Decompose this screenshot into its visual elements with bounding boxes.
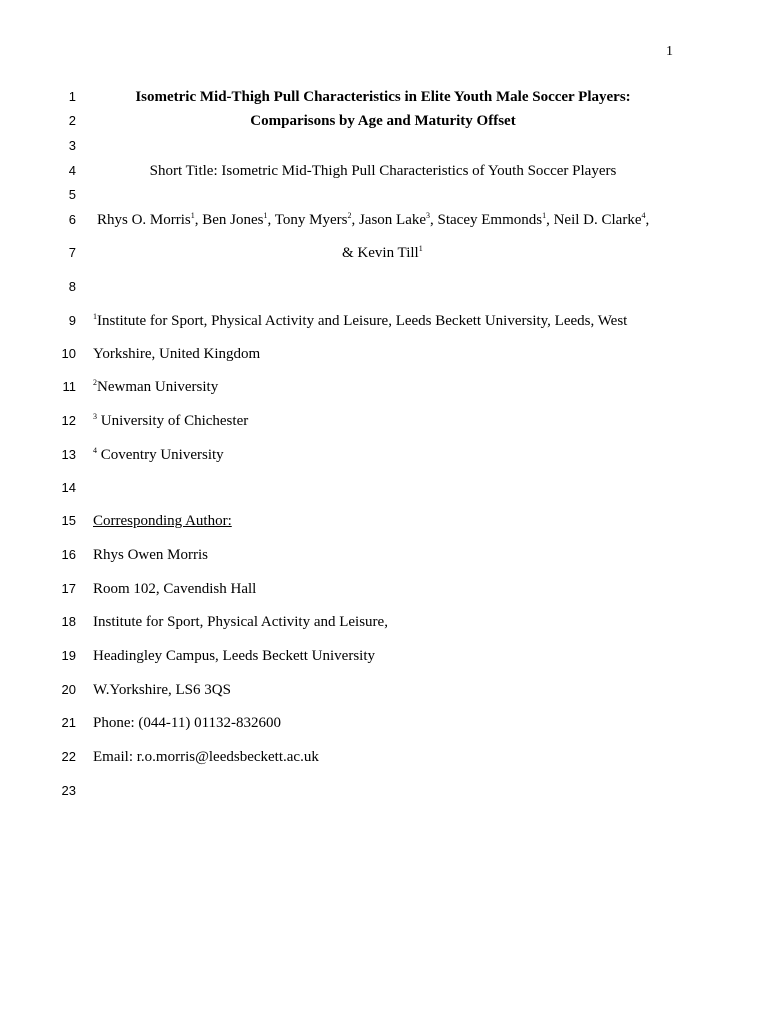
affiliation-marker: 3 (93, 412, 97, 421)
affiliation-marker: 3 (426, 211, 431, 220)
separator: , (267, 212, 275, 228)
line-number: 18 (61, 614, 76, 629)
manuscript-line (0, 679, 768, 701)
corresponding-institute: Institute for Sport, Physical Activity and Leisure, (93, 614, 388, 630)
author-name: Ben Jones (202, 212, 264, 228)
author-list (97, 209, 649, 231)
corresponding-author-name: Rhys Owen Morris (93, 547, 208, 563)
manuscript-line (0, 160, 768, 182)
affiliation-text: Coventry University (97, 447, 224, 463)
manuscript-line (0, 110, 768, 132)
separator: , (546, 212, 554, 228)
manuscript-line (0, 444, 768, 466)
line-number: 22 (61, 749, 76, 764)
affiliation-marker: 1 (263, 211, 268, 220)
affiliation-4 (93, 444, 224, 466)
affiliation-1 (93, 310, 627, 332)
line-number: 9 (68, 313, 76, 328)
affiliation-marker: 1 (93, 312, 97, 321)
manuscript-line (0, 184, 768, 206)
affiliation-marker: 2 (93, 378, 97, 387)
line-number: 8 (68, 279, 76, 294)
manuscript-line (0, 310, 768, 332)
line-number: 21 (61, 715, 76, 730)
line-number: 17 (61, 581, 76, 596)
manuscript-line (0, 343, 768, 365)
manuscript-line (0, 712, 768, 734)
line-number: 16 (61, 547, 76, 562)
corresponding-campus: Headingley Campus, Leeds Beckett University (93, 648, 376, 664)
corresponding-email[interactable]: Email: r.o.morris@leedsbeckett.ac.uk (93, 749, 319, 765)
line-number: 23 (61, 783, 76, 798)
line-number: 15 (61, 513, 76, 528)
separator: , (351, 212, 359, 228)
author-name: Tony Myers (274, 212, 348, 228)
manuscript-line (0, 544, 768, 566)
separator: , (194, 212, 203, 228)
manuscript-line (0, 746, 768, 768)
affiliation-1-continued: Yorkshire, United Kingdom (93, 346, 261, 362)
line-number: 13 (61, 447, 76, 462)
manuscript-line (0, 477, 768, 499)
line-number: 3 (68, 138, 76, 153)
line-number: 4 (68, 163, 76, 178)
line-number: 14 (61, 480, 76, 495)
affiliation-text: Institute for Sport, Physical Activity and Leisure, Leeds Beckett University, Leeds, West (97, 313, 628, 329)
manuscript-line (0, 780, 768, 802)
manuscript-line (0, 410, 768, 432)
author-name: Rhys O. Morris (97, 212, 191, 228)
affiliation-2 (93, 376, 218, 398)
affiliation-marker: 4 (93, 446, 97, 455)
affiliation-3 (93, 410, 248, 432)
line-number: 19 (61, 648, 76, 663)
manuscript-line (0, 645, 768, 667)
line-number: 12 (61, 413, 76, 428)
line-number: 11 (62, 379, 76, 394)
corresponding-phone: Phone: (044-11) 01132-832600 (93, 715, 282, 731)
corresponding-room: Room 102, Cavendish Hall (93, 581, 257, 597)
corresponding-author-heading: Corresponding Author: (93, 513, 232, 529)
line-number: 20 (61, 682, 76, 697)
affiliation-text: Newman University (97, 379, 219, 395)
affiliation-marker: 1 (542, 211, 547, 220)
manuscript-line (0, 276, 768, 298)
author-name: Stacey Emmonds (437, 212, 543, 228)
manuscript-line (0, 376, 768, 398)
affiliation-marker: 4 (641, 211, 646, 220)
line-number: 5 (68, 187, 76, 202)
title-line-1: Isometric Mid-Thigh Pull Characteristics in Elite Youth Male Soccer Players: (135, 89, 631, 105)
line-number: 7 (68, 245, 76, 260)
line-number: 1 (68, 89, 76, 104)
title-line-2: Comparisons by Age and Maturity Offset (250, 113, 516, 129)
manuscript-line (0, 86, 768, 108)
author-name: Neil D. Clarke (553, 212, 642, 228)
separator: , (645, 212, 650, 228)
separator: , (430, 212, 438, 228)
manuscript-line (0, 578, 768, 600)
author-list-continued (342, 242, 423, 264)
author-name: Jason Lake (358, 212, 427, 228)
page-number: 1 (666, 44, 673, 59)
author-name: & Kevin Till (342, 245, 419, 261)
affiliation-marker: 1 (418, 244, 423, 253)
line-number: 6 (68, 212, 76, 227)
affiliation-marker: 1 (190, 211, 195, 220)
manuscript-line (0, 611, 768, 633)
short-title: Short Title: Isometric Mid-Thigh Pull Characteristics of Youth Soccer Players (149, 163, 617, 179)
manuscript-line (0, 242, 768, 264)
corresponding-address: W.Yorkshire, LS6 3QS (93, 682, 231, 698)
manuscript-line (0, 209, 768, 231)
affiliation-text: University of Chichester (97, 413, 249, 429)
manuscript-line (0, 135, 768, 157)
manuscript-line (0, 510, 768, 532)
affiliation-marker: 2 (347, 211, 352, 220)
line-number: 2 (68, 113, 76, 128)
line-number: 10 (61, 346, 76, 361)
